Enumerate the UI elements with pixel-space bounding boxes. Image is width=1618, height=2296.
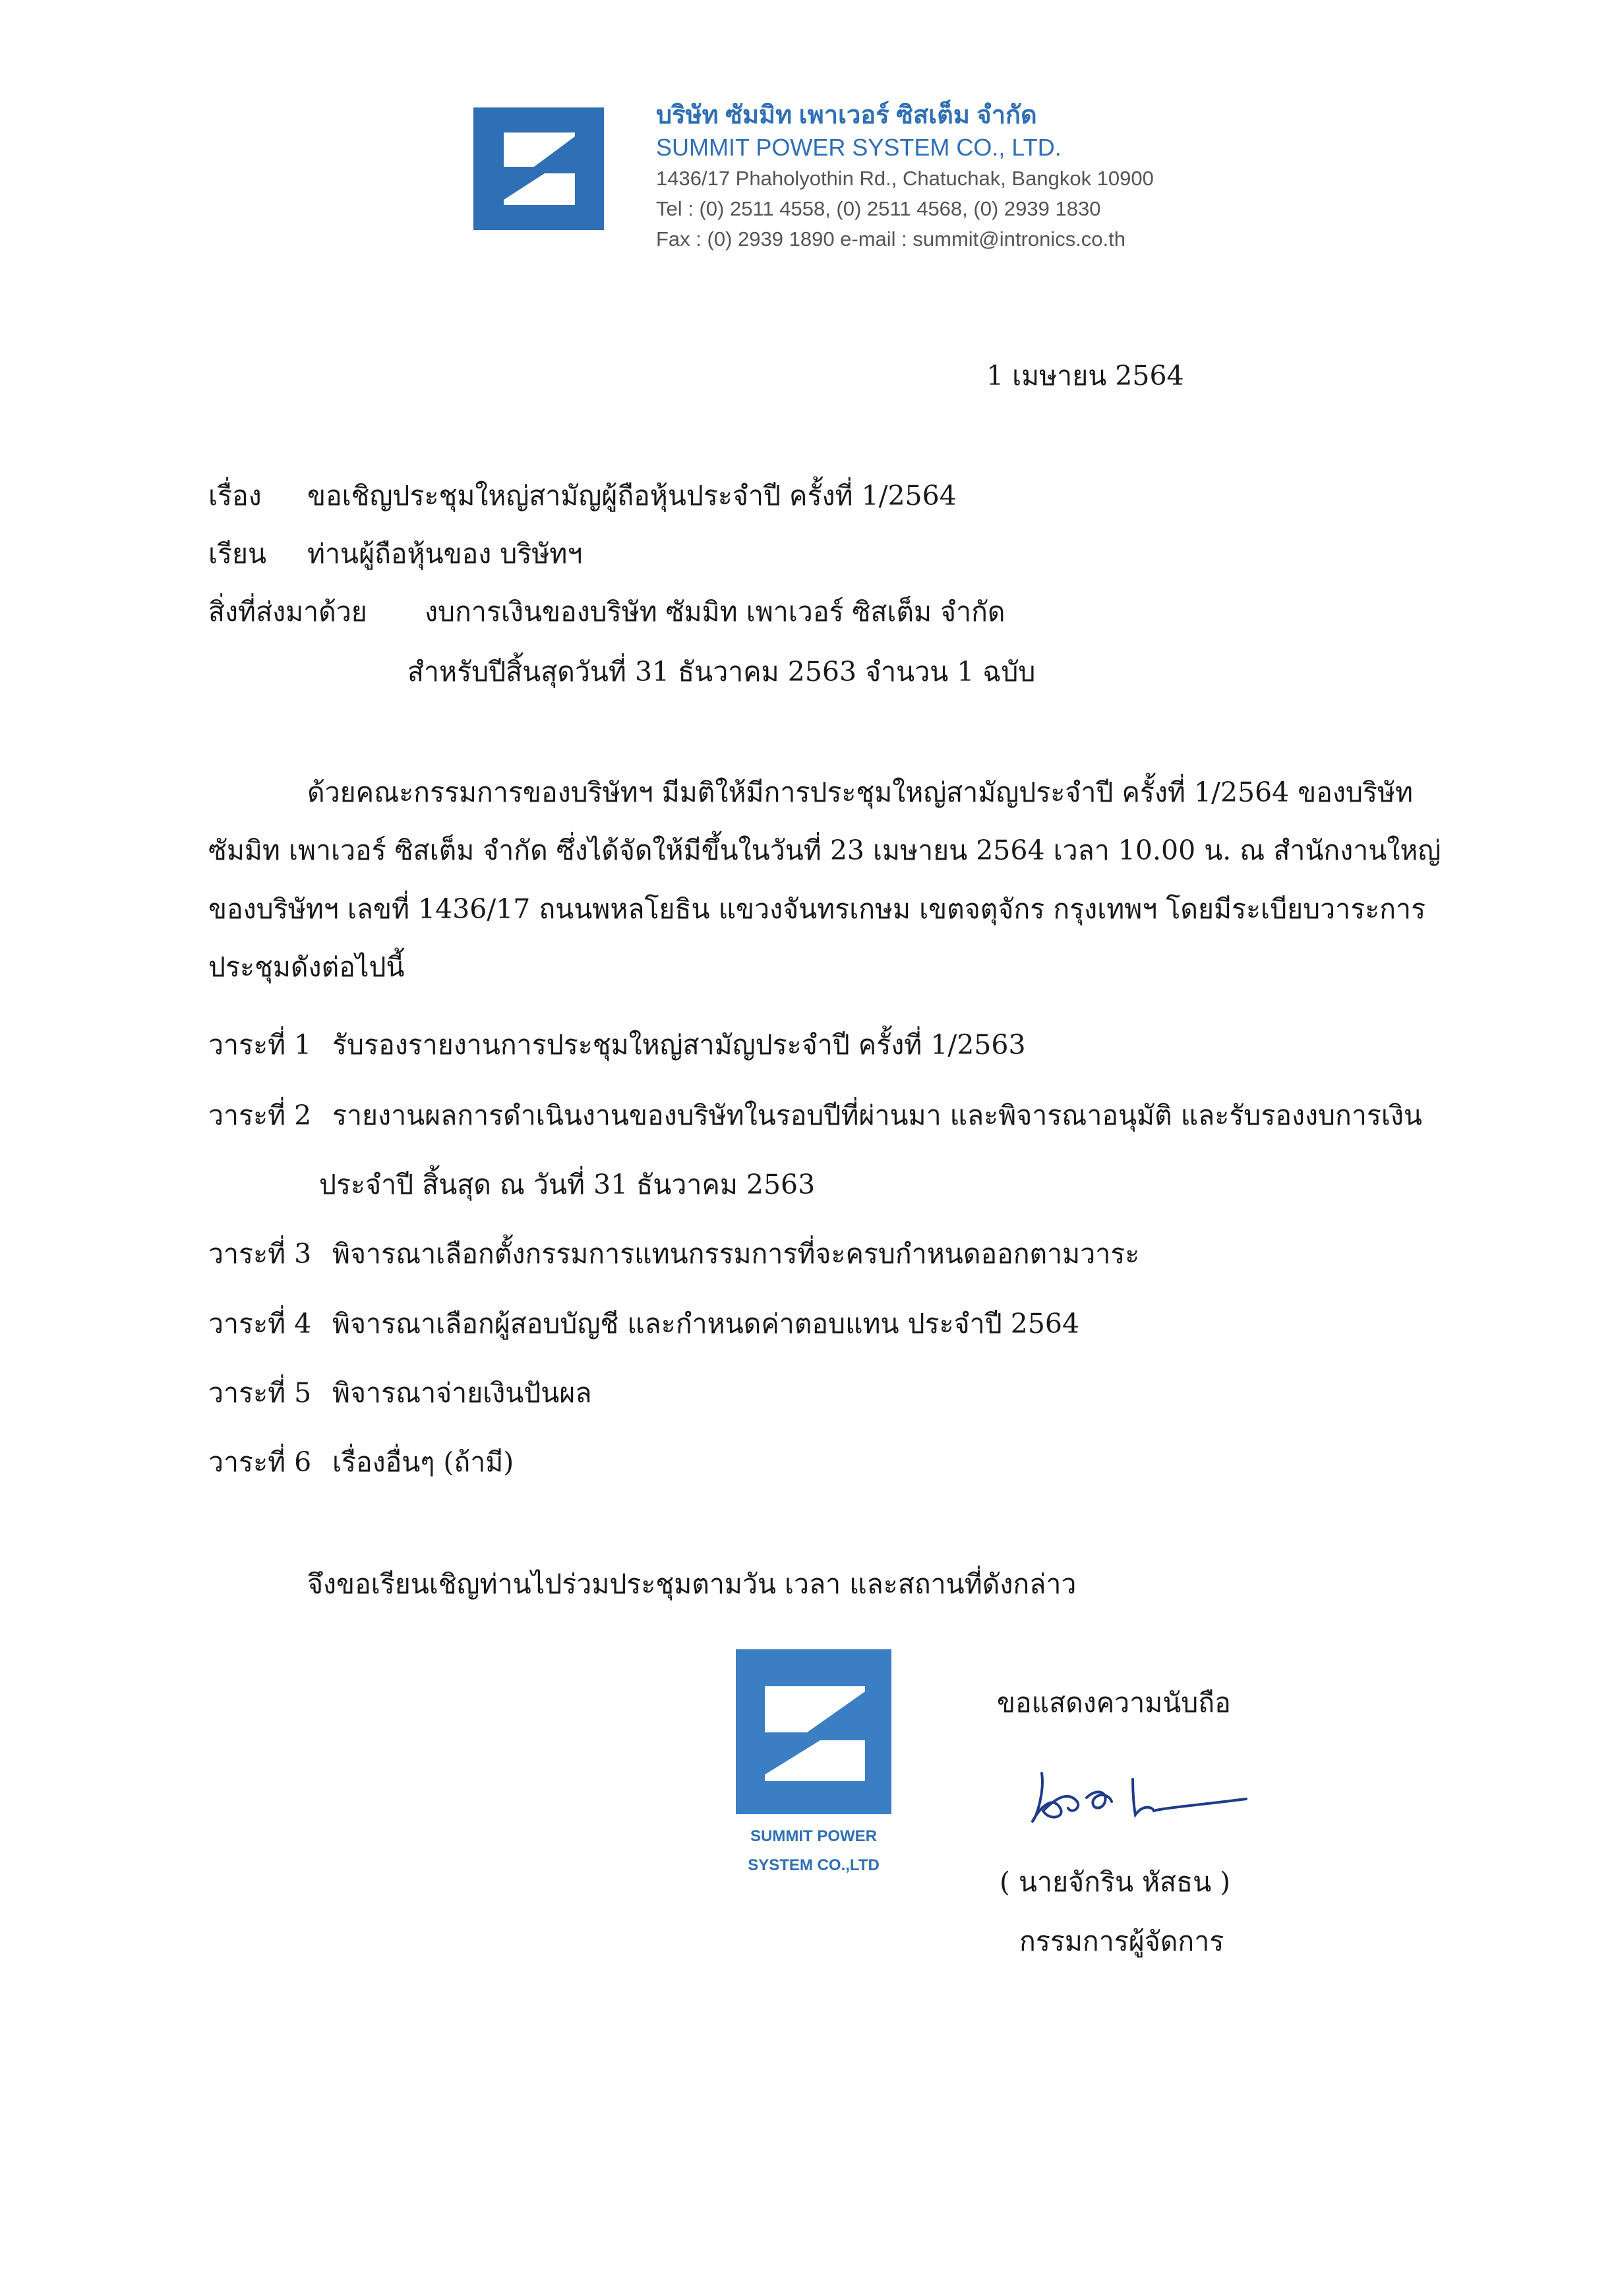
agenda-label-5: วาระที่ 5	[208, 1377, 312, 1409]
stamp-text	[733, 1822, 894, 1880]
signatory-name: ( นายจักริน หัสธน )	[1000, 1866, 1231, 1898]
agenda-text-6: เรื่องอื่นๆ (ถ้ามี)	[332, 1446, 514, 1478]
to-label: เรียน	[208, 538, 267, 570]
s-logo-icon	[473, 107, 604, 230]
agenda-label-2: วาระที่ 2	[208, 1100, 312, 1131]
agenda-label-6: วาระที่ 6	[208, 1446, 312, 1478]
letterhead	[656, 99, 1154, 254]
enclosure-line-2: สำหรับปีสิ้นสุดวันที่ 31 ธันวาคม 2563 จำนวน 1 ฉบับ	[407, 656, 1036, 688]
agenda-text-4: พิจารณาเลือกผู้สอบบัญชี และกำหนดค่าตอบแทน ประจำปี 2564	[332, 1308, 1080, 1339]
company-name-th: บริษัท ซัมมิท เพาเวอร์ ซิสเต็ม จำกัด	[656, 102, 1037, 129]
company-stamp	[736, 1649, 891, 1888]
regards-text: ขอแสดงความนับถือ	[997, 1687, 1231, 1719]
enclosure-line-1: งบการเงินของบริษัท ซัมมิท เพาเวอร์ ซิสเต็ม จำกัด	[425, 596, 1005, 628]
agenda-text-2: รายงานผลการดำเนินงานของบริษัทในรอบปีที่ผ่านมา และพิจารณาอนุมัติ และรับรองงบการเงิน	[332, 1100, 1422, 1131]
stamp-s-logo-icon	[736, 1649, 891, 1814]
company-logo	[473, 107, 604, 230]
agenda-text-1: รับรองรายงานการประชุมใหญ่สามัญประจำปี ครั้งที่ 1/2563	[332, 1029, 1026, 1061]
agenda-text-2-cont: ประจำปี สิ้นสุด ณ วันที่ 31 ธันวาคม 2563	[319, 1169, 816, 1200]
closing-text: จึงขอเรียนเชิญท่านไปร่วมประชุมตามวัน เวลา และสถานที่ดังกล่าว	[307, 1568, 1077, 1600]
company-name-en: SUMMIT POWER SYSTEM CO., LTD.	[656, 134, 1062, 161]
company-tel: Tel : (0) 2511 4558, (0) 2511 4568, (0) 2939 1830	[656, 197, 1101, 220]
agenda-text-3: พิจารณาเลือกตั้งกรรมการแทนกรรมการที่จะครบกำหนดออกตามวาระ	[332, 1238, 1140, 1270]
stamp-logo	[736, 1649, 891, 1814]
subject-label: เรื่อง	[208, 480, 262, 512]
company-fax: Fax : (0) 2939 1890 e-mail : summit@intronics.co.th	[656, 227, 1126, 250]
signatory-title: กรรมการผู้จัดการ	[1019, 1926, 1224, 1957]
body-line-3: ของบริษัทฯ เลขที่ 1436/17 ถนนพหลโยธิน แขวงจันทรเกษม เขตจตุจักร กรุงเทพฯ โดยมีระเบียบวาระการ	[208, 893, 1426, 925]
stamp-line-2: SYSTEM CO.,LTD	[748, 1856, 880, 1874]
subject-text: ขอเชิญประชุมใหญ่สามัญผู้ถือหุ้นประจำปี ครั้งที่ 1/2564	[307, 480, 957, 512]
body-line-4: ประชุมดังต่อไปนี้	[208, 951, 405, 983]
body-line-2: ซัมมิท เพาเวอร์ ซิสเต็ม จำกัด ซึ่งได้จัดให้มีขึ้นในวันที่ 23 เมษายน 2564 เวลา 10.00 น. ณ สำนักงานใหญ่	[208, 835, 1441, 866]
letter-date: 1 เมษายน 2564	[986, 360, 1184, 392]
body-line-1: ด้วยคณะกรรมการของบริษัทฯ มีมติให้มีการประชุมใหญ่สามัญประจำปี ครั้งที่ 1/2564 ของบริษัท	[307, 777, 1414, 808]
enclosure-label: สิ่งที่ส่งมาด้วย	[208, 596, 367, 628]
stamp-line-1: SUMMIT POWER	[750, 1827, 877, 1845]
to-text: ท่านผู้ถือหุ้นของ บริษัทฯ	[307, 538, 583, 570]
company-address: 1436/17 Phaholyothin Rd., Chatuchak, Bangkok 10900	[656, 167, 1154, 190]
agenda-label-1: วาระที่ 1	[208, 1029, 312, 1061]
signature-image	[1022, 1750, 1259, 1829]
agenda-label-3: วาระที่ 3	[208, 1238, 312, 1270]
agenda-text-5: พิจารณาจ่ายเงินปันผล	[332, 1377, 592, 1409]
agenda-label-4: วาระที่ 4	[208, 1308, 312, 1339]
